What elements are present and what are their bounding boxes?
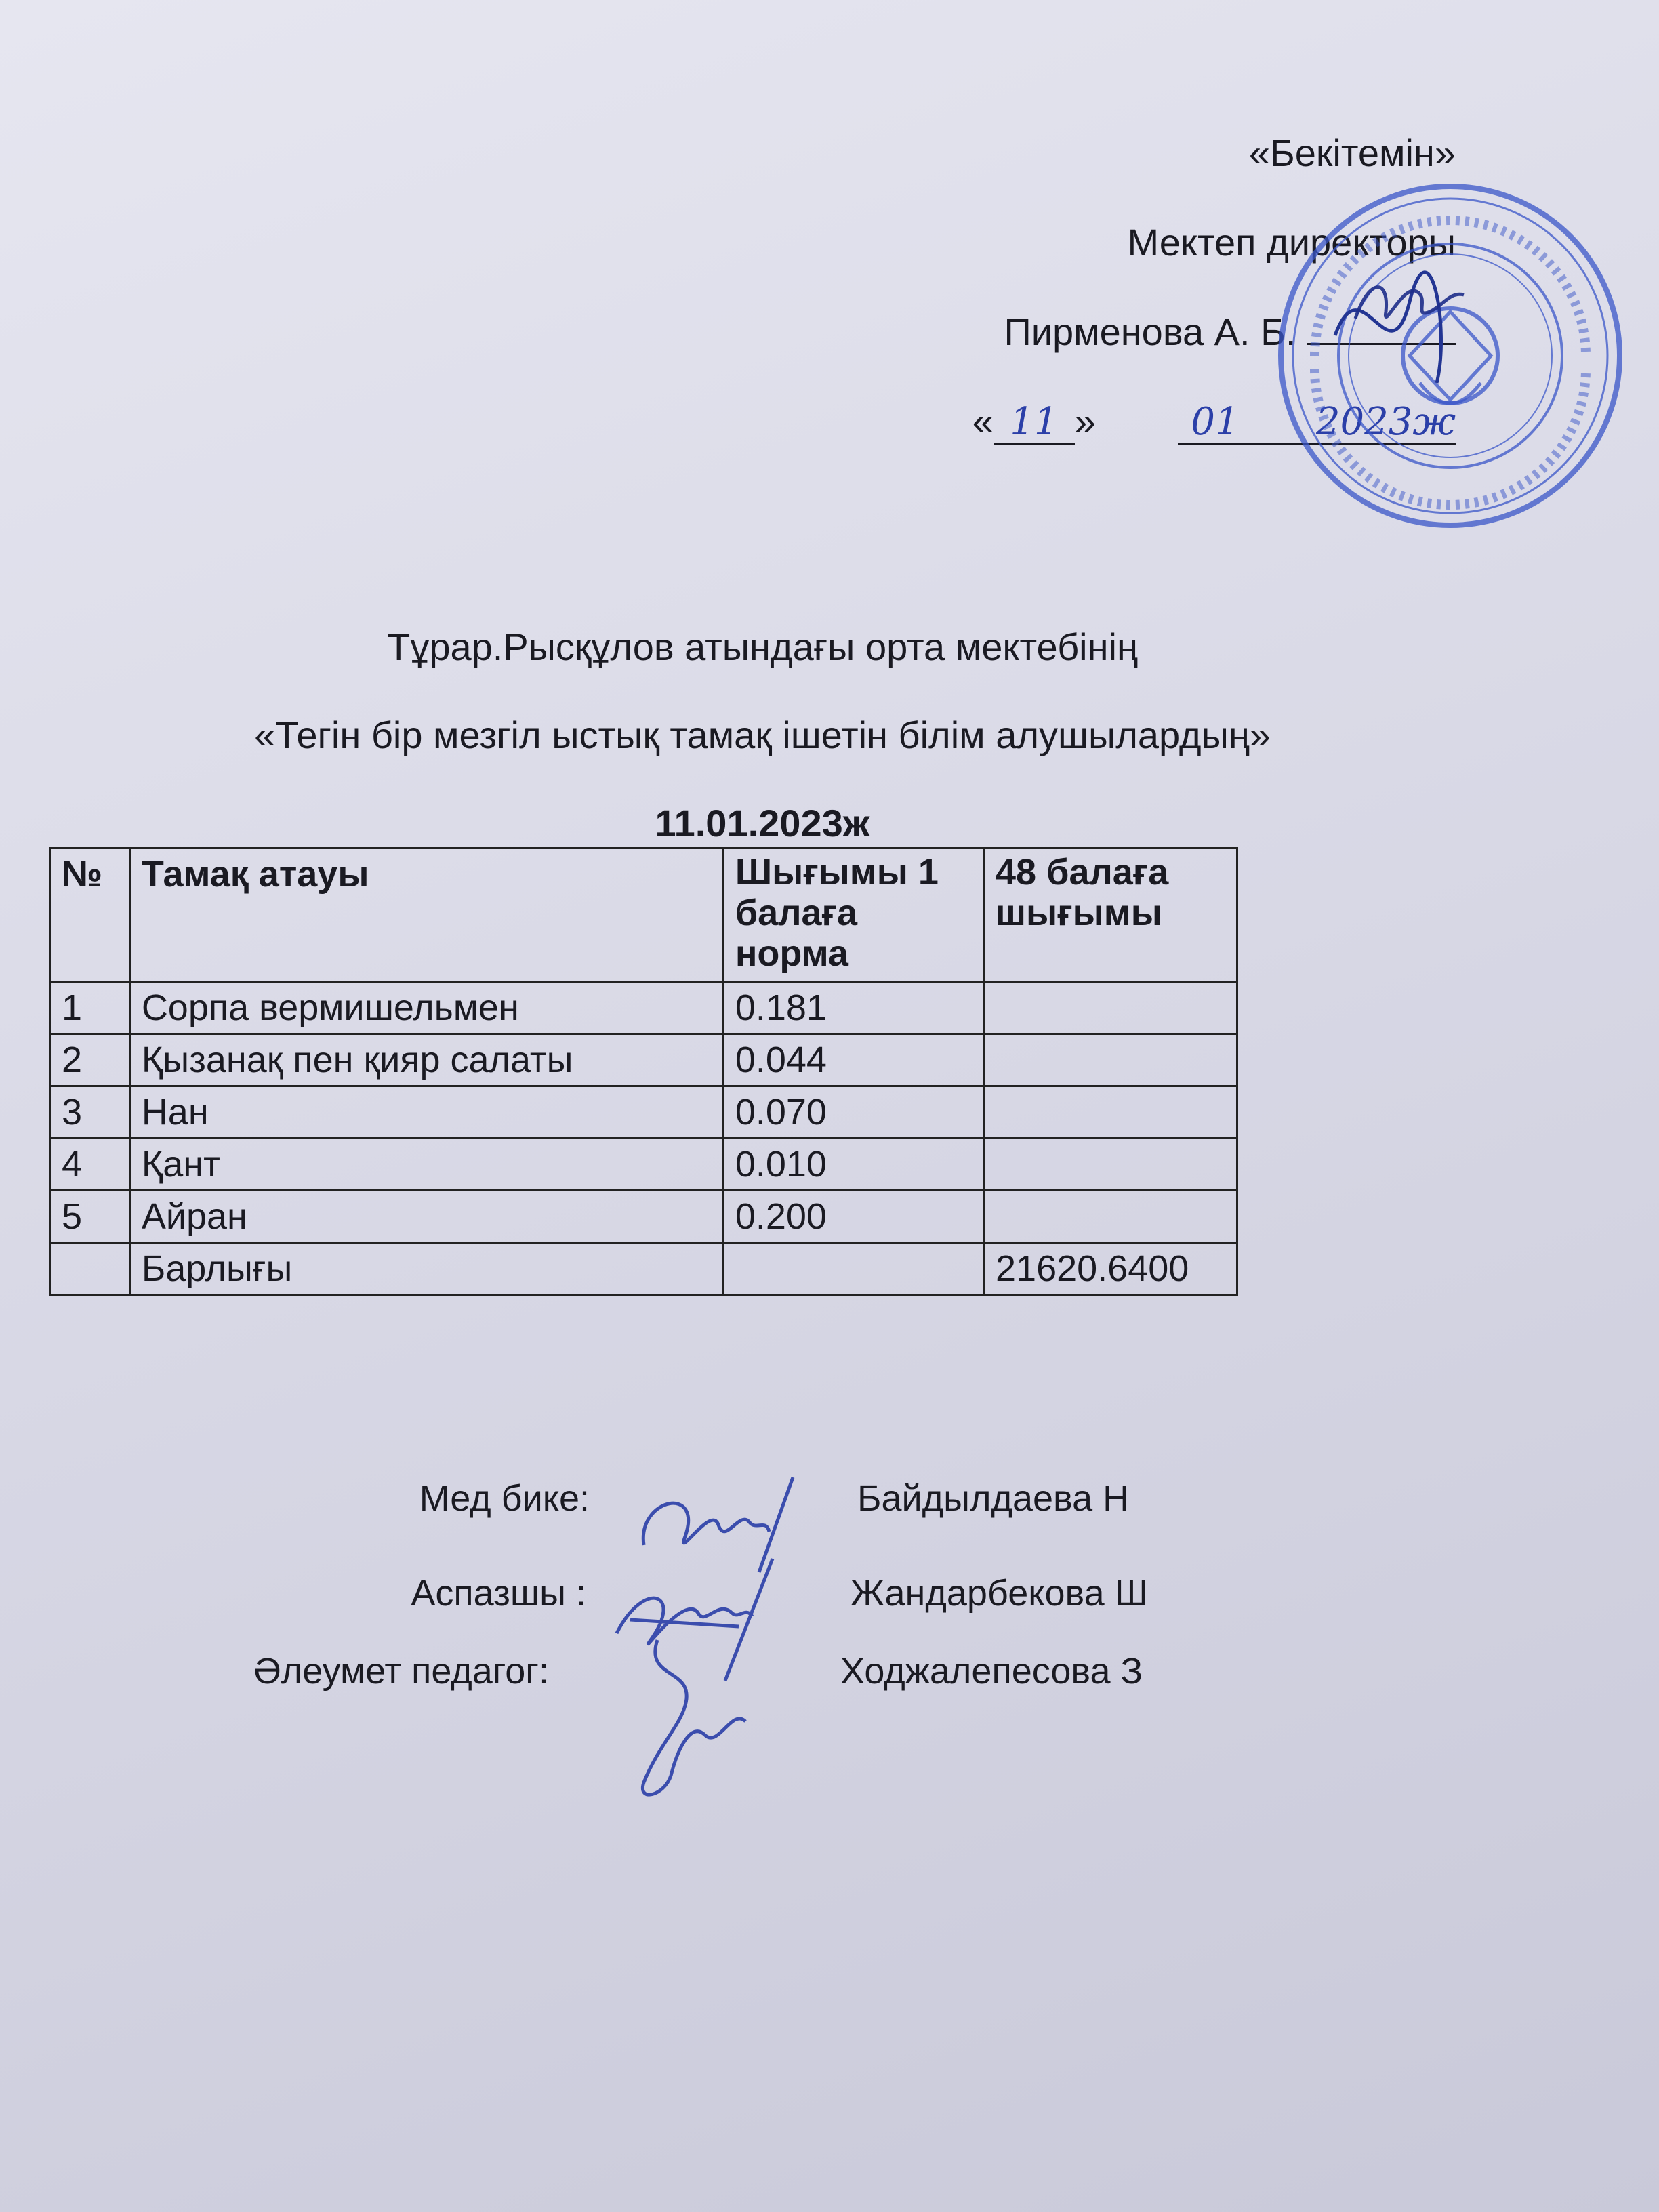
name-social-pedagogue: Ходжалепесова З xyxy=(840,1651,1143,1692)
table-row xyxy=(50,1139,1237,1191)
header-number: № xyxy=(50,848,130,982)
row-norm: 0.070 xyxy=(723,1086,983,1139)
date-month: 01 xyxy=(1178,402,1252,445)
header-dish-name: Тамақ атауы xyxy=(129,848,723,982)
role-social-pedagogue: Әлеумет педагог: xyxy=(253,1651,549,1692)
row-norm: 0.010 xyxy=(723,1139,983,1191)
header-total-48: 48 балаға шығымы xyxy=(984,848,1237,982)
date-year: 2023ж xyxy=(1252,402,1456,445)
table-row xyxy=(50,1034,1237,1086)
total-label: Барлығы xyxy=(129,1243,723,1295)
name-cook: Жандарбекова Ш xyxy=(851,1573,1149,1614)
row-dish-name: Қызанақ пен қияр салаты xyxy=(129,1034,723,1086)
table-header-row xyxy=(50,848,1237,982)
table-row xyxy=(50,1191,1237,1243)
row-number: 4 xyxy=(50,1139,130,1191)
row-total xyxy=(984,1139,1237,1191)
row-dish-name: Қант xyxy=(129,1139,723,1191)
row-dish-name: Нан xyxy=(129,1086,723,1139)
signature-row-social-pedagogue xyxy=(0,1650,1659,1704)
document-title-block xyxy=(0,603,1525,867)
header-norm-per-child: Шығымы 1 балаға норма xyxy=(723,848,983,982)
row-number: 1 xyxy=(50,982,130,1034)
table-row xyxy=(50,982,1237,1034)
row-number: 2 xyxy=(50,1034,130,1086)
row-number: 3 xyxy=(50,1086,130,1139)
name-nurse: Байдылдаева Н xyxy=(857,1478,1130,1519)
signature-row-nurse xyxy=(0,1477,1659,1532)
total-number xyxy=(50,1243,130,1295)
row-dish-name: Айран xyxy=(129,1191,723,1243)
row-norm: 0.181 xyxy=(723,982,983,1034)
role-nurse: Мед бике: xyxy=(419,1478,590,1519)
menu-table xyxy=(49,847,1238,1296)
row-norm: 0.200 xyxy=(723,1191,983,1243)
table-row xyxy=(50,1086,1237,1139)
date-open-quote: « xyxy=(972,400,994,443)
row-dish-name: Сорпа вермишельмен xyxy=(129,982,723,1034)
row-total xyxy=(984,982,1237,1034)
row-total xyxy=(984,1191,1237,1243)
total-value: 21620.6400 xyxy=(984,1243,1237,1295)
social-pedagogue-signature xyxy=(617,1626,752,1803)
row-total xyxy=(984,1034,1237,1086)
school-seal-stamp xyxy=(1274,180,1626,532)
date-day: 11 xyxy=(994,402,1075,445)
signature-row-cook xyxy=(0,1572,1659,1626)
approval-position: Мектеп директоры xyxy=(1127,221,1456,264)
school-name: Тұрар.Рысқұлов атындағы орта мектебінің xyxy=(387,626,1138,668)
director-signature xyxy=(1349,264,1471,339)
role-cook: Аспазшы : xyxy=(411,1573,586,1614)
table-total-row xyxy=(50,1243,1237,1295)
document-date: 11.01.2023ж xyxy=(655,802,870,844)
approval-title: «Бекітемін» xyxy=(1248,131,1456,174)
program-name: «Тегін бір мезгіл ыстық тамақ ішетін білім алушылардың» xyxy=(254,714,1271,756)
row-total xyxy=(984,1086,1237,1139)
date-close-quote: » xyxy=(1074,400,1096,443)
approval-name: Пирменова А. Б. xyxy=(1004,310,1296,353)
row-norm: 0.044 xyxy=(723,1034,983,1086)
total-norm xyxy=(723,1243,983,1295)
row-number: 5 xyxy=(50,1191,130,1243)
